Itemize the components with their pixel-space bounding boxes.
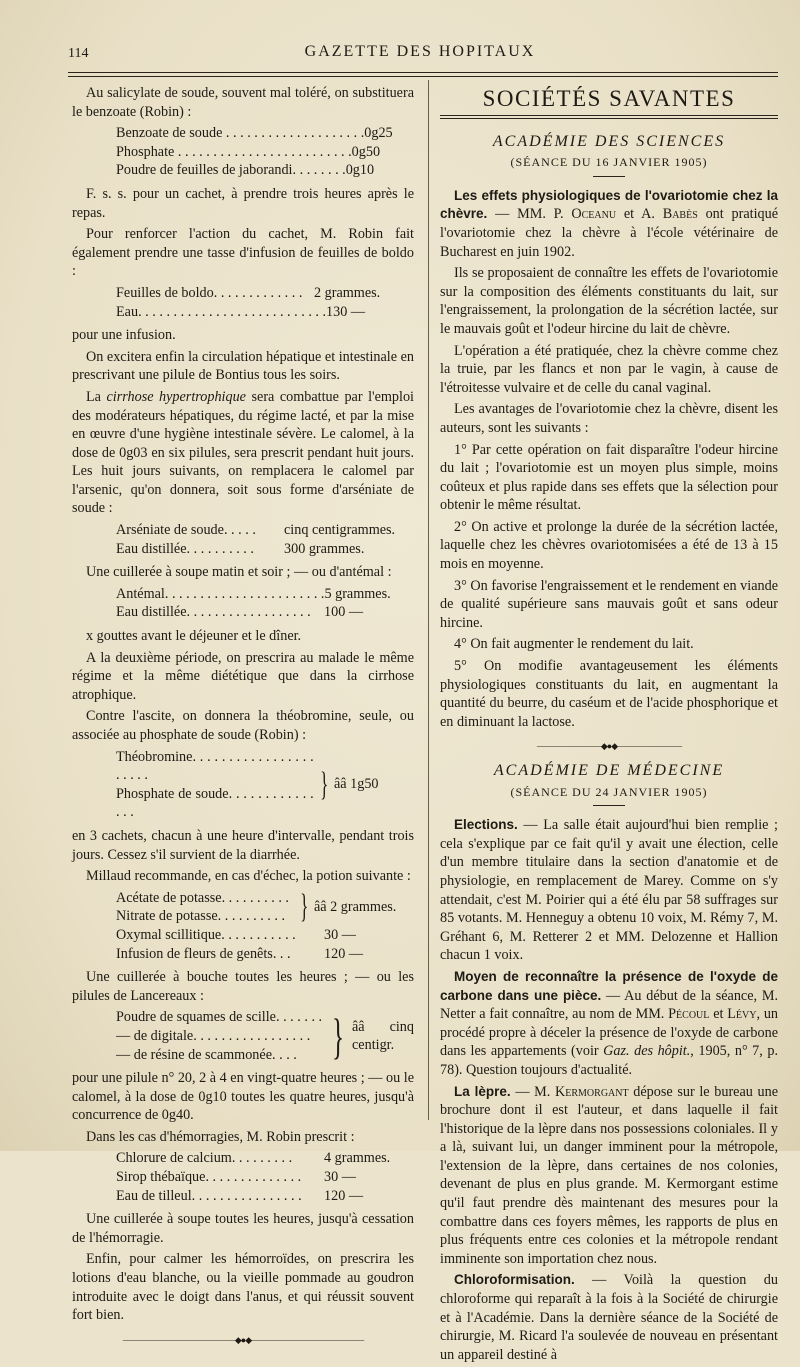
article-title: Elections. [454, 817, 518, 833]
rx-line: Infusion de fleurs de genêts. . . 120 — [116, 945, 364, 962]
article-title: La lèpre. [454, 1083, 511, 1099]
rx-line: Antémal. . . . . . . . . . . . . . . . . . . . . . . 5 grammes. [116, 585, 391, 602]
paragraph: Une cuillerée à bouche toutes les heures ; — ou les pilules de Lancereaux : [72, 969, 414, 1004]
article-elections: Elections. — La salle était aujourd'hui bien remplie ; cela s'explique par ce fait qu'il y avait une élection, celle d'un membre titulaire dans la section d'anatomie et de physiologie, en remplacement de Marey. Comme on s'y attendait, c'est M. Poirier qui a été élu par 58 suffrages sur 85 votants. M. Henneguy a obtenu 10 voix, M. Rémy 7, M. Gréhant 6, M. Retterer 2 et MM. Delozenne et Hallion chacun 1 voix. [440, 817, 778, 964]
paragraph: Une cuillerée à soupe toutes les heures, jusqu'à cessation de l'hémorragie. [72, 1211, 414, 1246]
header-rule [68, 72, 778, 77]
rx-line: Nitrate de potasse. . . . . . . . . . [116, 908, 286, 925]
brace-dose: ââ 2 grammes. [314, 899, 397, 916]
prescription-theobromine [116, 748, 414, 822]
paragraph: 4° On fait augmenter le rendement du lait. [454, 636, 694, 653]
rx-line: Théobromine. . . . . . . . . . . . . . . . . . . . . . [116, 748, 314, 784]
rx-line: Poudre de feuilles de jaborandi. . . . . . . . 0g10 [116, 162, 375, 179]
rx-line: Eau distillée. . . . . . . . . . . . . . . . . . 100 — [116, 604, 364, 621]
paragraph: 3° On favorise l'engraissement et le rendement en viande de qualité supérieure sans mauvais goût et sans odeur hircine. [440, 577, 778, 631]
paragraph: Enfin, pour calmer les hémorroïdes, on prescrira les lotions d'eau blanche, ou la vieille pommade au goudron introduite avec le doigt dans l'anus, et qui réussit souvent fort bien. [72, 1251, 414, 1324]
right-column [440, 84, 778, 1367]
paragraph: Ils se proposaient de connaître les effets de l'ovariotomie sur la composition des éléments constituants du lait, sur l'engraissement, la prolongation de la sécrétion lactée, sur le mauvais goût et l'odeur hircine du lait de chèvre. [440, 265, 778, 337]
rx-line: Sirop thébaïque. . . . . . . . . . . . . . 30 — [116, 1169, 356, 1186]
prescription-potion-brace [116, 889, 414, 926]
paragraph: Dans les cas d'hémorragies, M. Robin prescrit : [86, 1128, 355, 1145]
column-divider [428, 80, 429, 1120]
brace: } [319, 765, 328, 803]
left-column [72, 84, 414, 1355]
paragraph: L'opération a été pratiquée, chez la chèvre comme chez la truie, par les flancs et non par le vagin, à cause de l'étroitesse vulvaire et de celle du canal vaginal. [440, 342, 778, 396]
article-ovariotomie: Les effets physiologiques de l'ovariotomie chez la chèvre. — MM. P. Oceanu et A. Babès ont pratiqué l'ovariotomie chez la chèvre à l'école vétérinaire de Bucharest en juin 1902. [440, 187, 778, 260]
paragraph: pour une infusion. [72, 327, 176, 344]
rx-line: Eau de tilleul. . . . . . . . . . . . . . . . 120 — [116, 1187, 364, 1204]
article-title: Moyen de reconnaître la présence de l'oxyde de carbone dans une pièce. [440, 968, 778, 1003]
rx-line: Arséniate de soude. . . . . cinq centigrammes. [116, 522, 396, 539]
short-rule [593, 176, 625, 177]
paragraph: Au salicylate de soude, souvent mal toléré, on substituera le benzoate (Robin) : [72, 85, 414, 120]
section-title: SOCIÉTÉS SAVANTES [482, 86, 736, 111]
article-lepre: La lèpre. — M. Kermorgant dépose sur le bureau une brochure dont il est l'auteur, et dans laquelle il fait l'historique de la lèpre dans nos possessions coloniales. Il y a là, suivant lui, un danger imminent pour la métropole, l'extension de la lèpre, dans certaines de nos colonies, devenant de plus en plus grande. M. Kermorgant estime qu'il faut prendre dès maintenant des mesures pour la combattre dans ces foyers mêmes, les rapports de plus en plus fréquents entre ces colonies et la métropole rendant imminente son importation chez nous. [440, 1083, 779, 1267]
prescription-benzoate [116, 124, 414, 180]
paragraph: pour une pilule n° 20, 2 à 4 en vingt-quatre heures ; — ou le calomel, à la dose de 0g10 toutes les quatre heures, jusqu'à concurrence de 0g40. [72, 1070, 414, 1124]
academy-heading: ACADÉMIE DES SCIENCES [492, 132, 726, 150]
prescription-arseniate [116, 521, 414, 558]
rx-line: Phosphate . . . . . . . . . . . . . . . . . . . . . . . . . 0g50 [116, 143, 381, 160]
brace: } [299, 888, 308, 926]
session-date: (SÉANCE DU 24 JANVIER 1905) [510, 784, 708, 799]
prescription-antemal [116, 585, 414, 622]
session-date: (SÉANCE DU 16 JANVIER 1905) [510, 155, 708, 170]
short-rule [593, 805, 625, 806]
journal-title: GAZETTE DES HOPITAUX [304, 43, 536, 60]
academy-heading: ACADÉMIE DE MÉDECINE [493, 762, 725, 779]
paragraph: Une cuillerée à soupe matin et soir ; — ou d'antémal : [86, 564, 392, 581]
prescription-lancereaux [116, 1008, 414, 1064]
paragraph: Pour renforcer l'action du cachet, M. Robin fait également prendre une tasse d'infusion de feuilles de boldo : [72, 226, 414, 280]
paragraph: 1° Par cette opération on fait disparaître l'odeur hircine du lait ; l'ovariotomie est un moyen plus simple, moins coûteux et plus rapide dans ses effets que la sélection pour obtenir le même résultat. [440, 441, 778, 514]
paragraph: La cirrhose hypertrophique sera combattue par l'emploi des modérateurs hépatiques, du régime lacté, et par la mise en œuvre d'une hygiène intestinale sévère. Le calomel, à la dose de 0g03 en six pilules, sera prescrit pendant huit jours. Les huit jours suivants, on remplacera le calomel par l'arsenic, qu'on donnera, soit sous forme d'arséniate de soude : [72, 388, 414, 517]
rx-line: Benzoate de soude . . . . . . . . . . . . . . . . . . . . 0g25 [116, 125, 393, 142]
section-ornament: ————————◆●◆———————— [536, 741, 682, 752]
rx-line: Oxymal scillitique. . . . . . . . . . . 30 — [116, 926, 356, 943]
section-ornament: ——————————————◆●◆—————————————— [122, 1334, 364, 1345]
paragraph: Millaud recommande, en cas d'échec, la potion suivante : [86, 868, 411, 885]
prescription-boldo [116, 284, 414, 321]
paragraph: x gouttes avant le déjeuner et le dîner. [86, 628, 302, 645]
rx-line: Feuilles de boldo. . . . . . . . . . . . . 2 grammes. [116, 284, 381, 301]
rx-line: Acétate de potasse. . . . . . . . . . [116, 889, 289, 906]
rx-line: Poudre de squames de scille. . . . . . . [116, 1009, 323, 1026]
page-number: 114 [68, 46, 89, 61]
title-rule [440, 115, 778, 119]
paragraph: F. s. s. pour un cachet, à prendre trois heures après le repas. [72, 185, 414, 221]
page-header [60, 38, 780, 68]
article-chloroformisation: Chloroformisation. — Voilà la question du chloroforme qui reparaît à la fois à la Société de chirurgie et à l'Académie. Dans la dernière séance de la Société de chirurgie, M. Ricard l'a soulevée de nouveau en présentant un appareil destiné à [440, 1272, 778, 1363]
paragraph: 5° On modifie avantageusement les éléments physiologiques constituants du lait, en augmentant la quantité du beurre, du caséum et de l'acide phosphorique et en diminuant la lactose. [440, 658, 778, 730]
rx-line: — de résine de scammonée. . . . [116, 1046, 297, 1063]
paragraph: Les avantages de l'ovariotomie chez la chèvre, disent les auteurs, sont les suivants : [440, 401, 778, 436]
rx-line: Eau distillée. . . . . . . . . . 300 grammes. [116, 540, 365, 557]
rx-line: Phosphate de soude. . . . . . . . . . . . . . . [116, 785, 314, 821]
rx-line: Chlorure de calcium. . . . . . . . . 4 grammes. [116, 1150, 391, 1167]
article-oxyde-carbone: Moyen de reconnaître la présence de l'oxyde de carbone dans une pièce. — Au début de la séance, M. Netter a fait connaître, au nom de MM. Pécoul et Lévy, un procédé propre à déceler la présence de l'oxyde de carbone dans les appartements (voir Gaz. des hôpit., 1905, n° 7, p. 78). Question toujours d'actualité. [440, 968, 779, 1078]
brace-dose: ââ 1g50 [334, 776, 379, 793]
paragraph: 2° On active et prolonge la durée de la sécrétion lactée, laquelle chez les chèvres ovariotomisées a été de 13 à 15 mois en moyenne. [440, 518, 778, 573]
paragraph: Contre l'ascite, on donnera la théobromine, seule, ou associée au phosphate de soude (Robin) : [72, 708, 414, 743]
prescription-hemorrhage [116, 1149, 414, 1205]
brace-dose: ââ cinq centigr. [352, 1018, 414, 1054]
paragraph: On excitera enfin la circulation hépatique et intestinale en prescrivant une pilule de Bontius tous les soirs. [72, 348, 414, 384]
brace: } [332, 1008, 344, 1065]
paragraph: A la deuxième période, on prescrira au malade le même régime et la même diététique que dans la cirrhose atrophique. [72, 649, 414, 703]
paragraph: en 3 cachets, chacun à une heure d'intervalle, pendant trois jours. Cessez s'il survient de la diarrhée. [72, 827, 414, 863]
rx-line: Eau. . . . . . . . . . . . . . . . . . . . . . . . . . . 130 — [116, 303, 366, 320]
rx-line: — de digitale. . . . . . . . . . . . . . . . . [116, 1027, 311, 1044]
article-title: Chloroformisation. [454, 1272, 575, 1288]
prescription-potion [116, 926, 414, 963]
article-title: Les effets physiologiques de l'ovariotomie chez la chèvre. [440, 187, 778, 222]
